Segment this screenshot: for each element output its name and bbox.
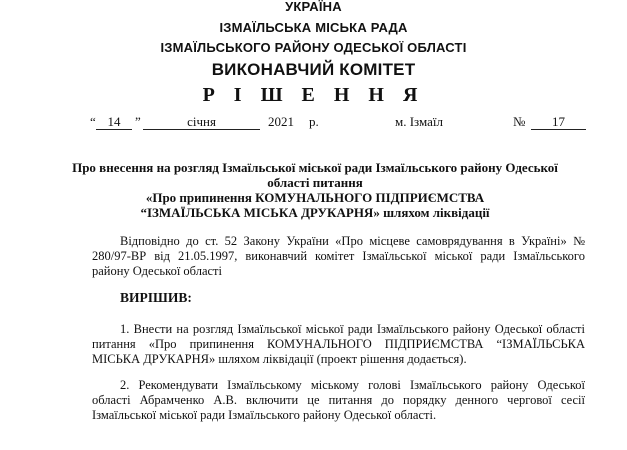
title-line-2: області питання (267, 175, 363, 190)
decision-number: 17 (531, 115, 586, 130)
dateline (0, 112, 627, 132)
title-line-1: Про внесення на розгляд Ізмаїльської міської ради Ізмаїльського району Одеської (72, 160, 558, 175)
date-month: січня (143, 115, 260, 130)
number-sign: № (513, 114, 526, 129)
resolution-item-1: 1. Внести на розгляд Ізмаїльської міської ради Ізмаїльського району Одеської області питання «Про припинення КОМУНАЛЬНОГО ПІДПРИЄМСТВА “ІЗМАЇЛЬСЬКА МІСЬКА ДРУКАРНЯ» шляхом ліквідації (проект рішення додається). (92, 322, 585, 366)
date-quote-close: ” (135, 114, 141, 129)
decision-title (70, 160, 560, 220)
council-heading: ІЗМАЇЛЬСЬКА МІСЬКА РАДА (219, 20, 408, 35)
resolution-item-2: 2. Рекомендувати Ізмаїльському міському голові Ізмаїльського району Одеської області Абрамченко А.В. включити це питання до порядку денного чергової сесії Ізмаїльської міської ради Ізмаїльського району Одеської області. (92, 378, 585, 422)
country-heading: УКРАЇНА (285, 0, 342, 14)
date-quote-open: “ (90, 114, 96, 129)
preamble-paragraph: Відповідно до ст. 52 Закону України «Про місцеве самоврядування в Україні» № 280/97-ВР від 21.05.1997, виконавчий комітет Ізмаїльської міської ради Ізмаїльського району Одеської області (92, 234, 585, 278)
date-year-suffix: р. (309, 114, 319, 129)
resolved-heading: ВИРІШИВ: (120, 290, 192, 305)
date-day: 14 (96, 115, 132, 130)
title-line-3: «Про припинення КОМУНАЛЬНОГО ПІДПРИЄМСТВА (145, 190, 485, 205)
decision-heading: Р І Ш Е Н Н Я (202, 84, 425, 106)
district-heading: ІЗМАЇЛЬСЬКОГО РАЙОНУ ОДЕСЬКОЇ ОБЛАСТІ (160, 40, 467, 55)
date-place: м. Ізмаїл (395, 114, 444, 129)
title-line-4: “ІЗМАЇЛЬСЬКА МІСЬКА ДРУКАРНЯ» шляхом ліквідації (140, 205, 490, 220)
committee-heading: ВИКОНАВЧИЙ КОМІТЕТ (211, 60, 416, 79)
date-year: 2021 (268, 114, 294, 129)
